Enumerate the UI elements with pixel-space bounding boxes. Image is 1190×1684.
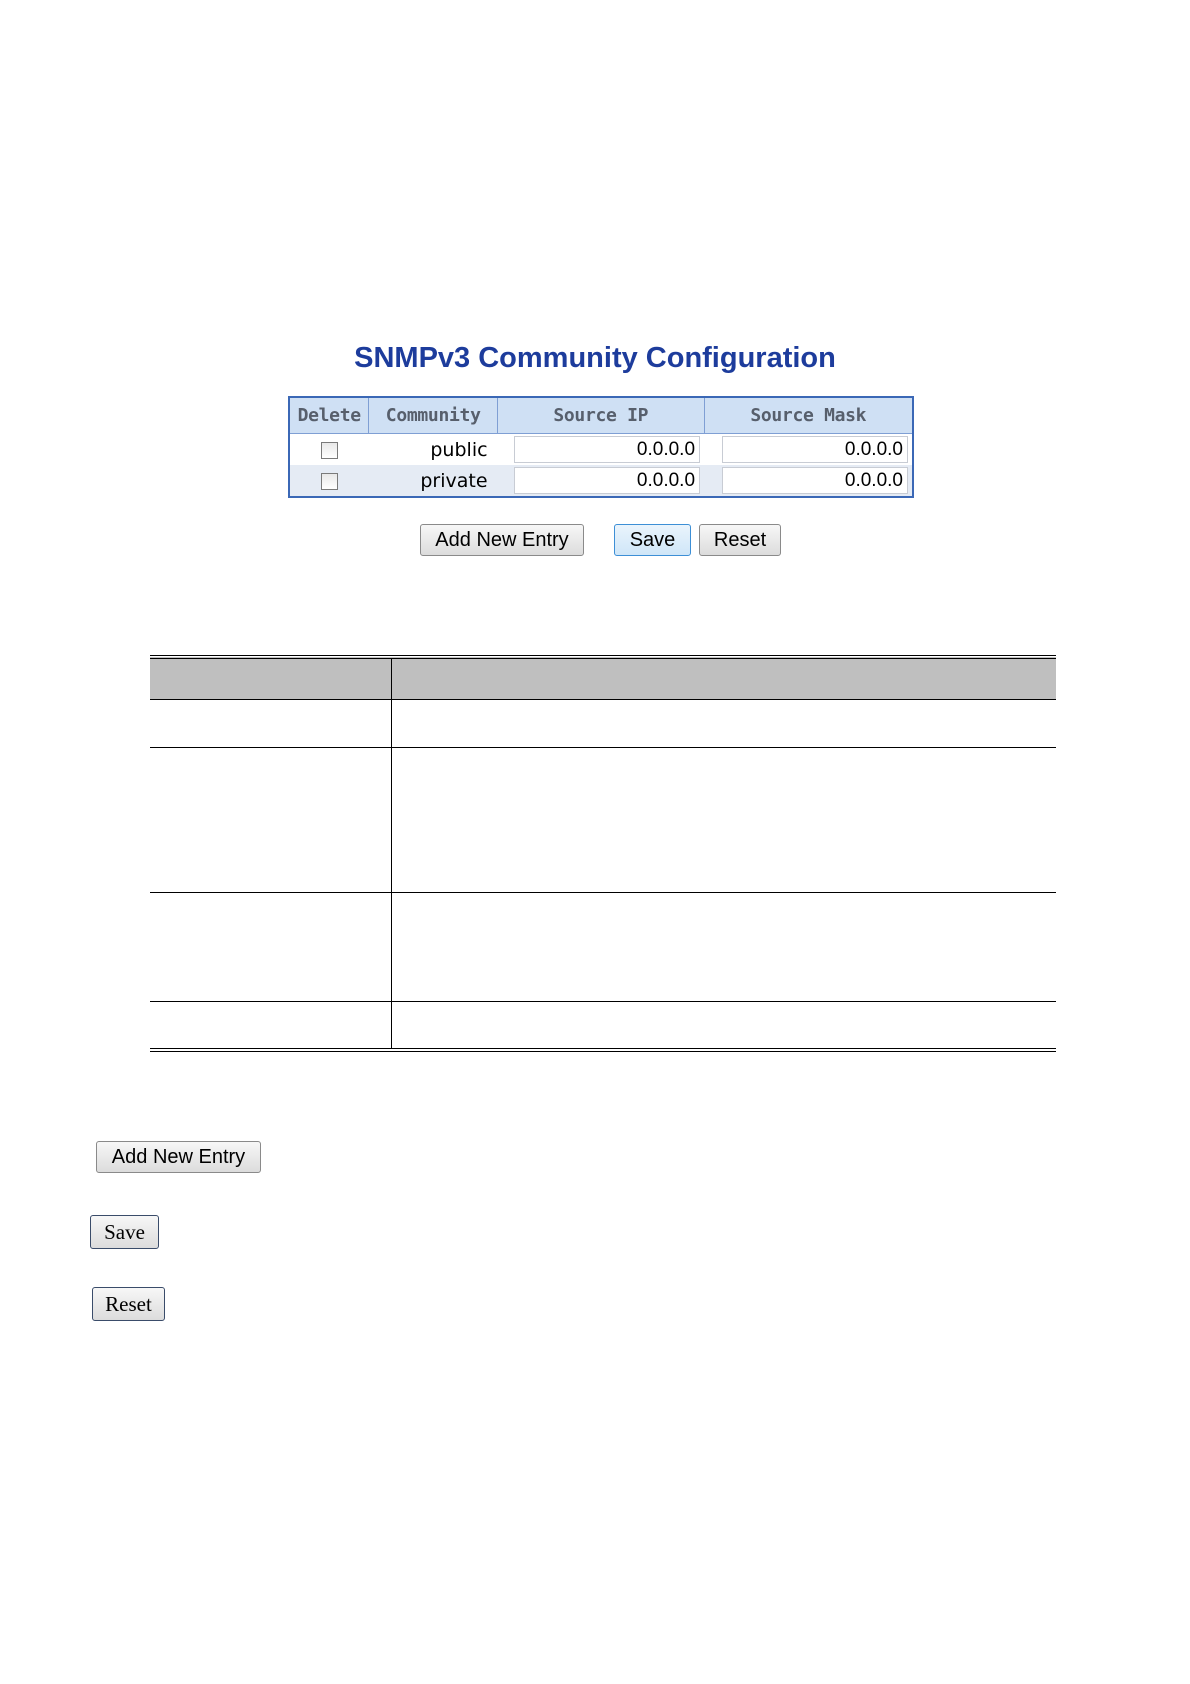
param-object-cell — [150, 700, 392, 748]
header-community: Community — [369, 397, 498, 434]
param-object-cell — [150, 1002, 392, 1050]
param-object-cell — [150, 893, 392, 1002]
delete-cell — [289, 434, 369, 466]
legend-save-button[interactable]: Save — [90, 1215, 159, 1249]
param-description-cell — [392, 748, 1057, 893]
parameter-description-table — [150, 655, 1056, 1052]
delete-cell — [289, 465, 369, 497]
param-row — [150, 1002, 1056, 1050]
param-header-description — [392, 657, 1057, 700]
save-button[interactable]: Save — [614, 524, 691, 556]
add-new-entry-button[interactable]: Add New Entry — [420, 524, 584, 556]
param-object-cell — [150, 748, 392, 893]
param-row — [150, 748, 1056, 893]
community-cell: private — [369, 465, 498, 497]
legend-add-new-entry-button[interactable]: Add New Entry — [96, 1141, 261, 1173]
source-ip-cell — [498, 434, 704, 466]
source-ip-input[interactable]: 0.0.0.0 — [514, 467, 700, 494]
param-description-cell — [392, 893, 1057, 1002]
header-delete: Delete — [289, 397, 369, 434]
param-header-row — [150, 657, 1056, 700]
delete-checkbox[interactable] — [321, 442, 338, 459]
param-row — [150, 700, 1056, 748]
source-ip-input[interactable]: 0.0.0.0 — [514, 436, 700, 463]
header-source-mask: Source Mask — [704, 397, 913, 434]
source-ip-cell — [498, 465, 704, 497]
param-description-cell — [392, 1002, 1057, 1050]
source-mask-input[interactable]: 0.0.0.0 — [722, 467, 908, 494]
source-mask-input[interactable]: 0.0.0.0 — [722, 436, 908, 463]
page-title: SNMPv3 Community Configuration — [354, 342, 836, 374]
table-row — [289, 434, 913, 466]
table-row — [289, 465, 913, 497]
reset-button[interactable]: Reset — [699, 524, 781, 556]
table-header-row — [289, 397, 913, 434]
header-source-ip: Source IP — [498, 397, 704, 434]
param-header-object — [150, 657, 392, 700]
community-cell: public — [369, 434, 498, 466]
source-mask-cell — [704, 434, 913, 466]
param-description-cell — [392, 700, 1057, 748]
source-mask-cell — [704, 465, 913, 497]
delete-checkbox[interactable] — [321, 473, 338, 490]
community-config-table — [288, 396, 914, 498]
param-row — [150, 893, 1056, 1002]
legend-reset-button[interactable]: Reset — [92, 1287, 165, 1321]
